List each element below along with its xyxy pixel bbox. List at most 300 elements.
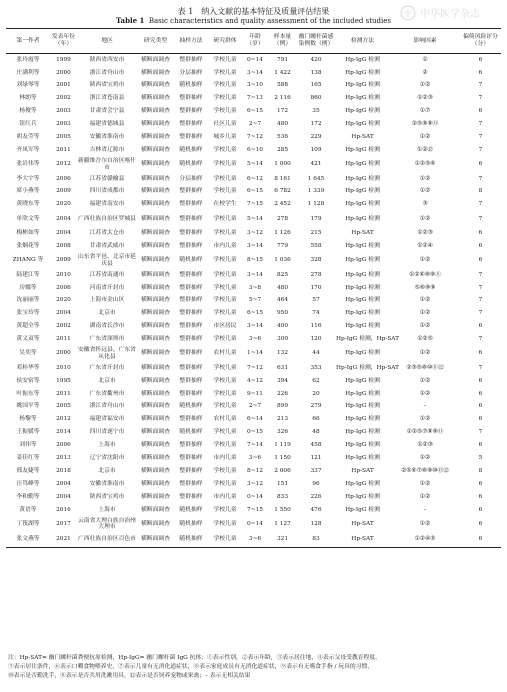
cell-year: 2020 bbox=[56, 297, 71, 304]
cell-sampling: 整群抽样 bbox=[179, 297, 203, 304]
cell-age: 2~7 bbox=[248, 403, 262, 410]
cell-year: 2011 bbox=[56, 390, 71, 397]
cell-factors: ①② bbox=[419, 297, 431, 304]
cell-bias-score: 6 bbox=[478, 416, 483, 423]
cell-age: 9~11 bbox=[247, 390, 263, 397]
table-row bbox=[6, 240, 501, 253]
cell-bias-score: 7 bbox=[478, 271, 483, 278]
cell-study-type: 横断面调查 bbox=[141, 82, 170, 89]
cell-population: 学校儿童 bbox=[213, 506, 237, 513]
cell-population: 市内儿童 bbox=[213, 493, 237, 500]
cell-infected: 1 645 bbox=[307, 175, 325, 182]
cell-infected: 279 bbox=[310, 403, 322, 410]
cell-study-type: 横断面调查 bbox=[141, 377, 170, 384]
cell-age: 0~14 bbox=[247, 493, 263, 500]
cell-sampling: 随机抽样 bbox=[179, 161, 203, 168]
cell-study-type: 横断面调查 bbox=[141, 442, 170, 449]
cell-age: 8~12 bbox=[247, 467, 263, 474]
cell-infected: 476 bbox=[310, 506, 322, 513]
cell-infected: 337 bbox=[310, 467, 322, 474]
cell-region: 福建省南安市 bbox=[89, 201, 125, 208]
cell-study-type: 横断面调查 bbox=[141, 146, 170, 153]
cell-study-type: 横断面调查 bbox=[141, 323, 170, 330]
cell-bias-score: 7 bbox=[478, 364, 483, 371]
table-row bbox=[6, 478, 501, 491]
cell-age: 7~14 bbox=[247, 442, 263, 449]
cell-bias-score: 6 bbox=[478, 242, 483, 249]
cell-bias-score: 6 bbox=[478, 493, 483, 500]
table-row bbox=[6, 320, 501, 333]
cell-author: 张炯花等 bbox=[16, 242, 40, 249]
cell-population: 学校儿童 bbox=[213, 467, 237, 474]
cell-method: Hp-IgG 检测 bbox=[345, 108, 380, 115]
cell-sample-size: 1 119 bbox=[274, 442, 291, 449]
cell-region: 河南省开封市 bbox=[89, 284, 125, 291]
table-row bbox=[6, 131, 501, 144]
header-region: 地区 bbox=[77, 29, 137, 54]
table-row bbox=[6, 253, 501, 269]
cell-study-type: 横断面调查 bbox=[141, 175, 170, 182]
cell-year: 2000 bbox=[56, 69, 71, 76]
table-row bbox=[6, 375, 501, 388]
cell-infected: 278 bbox=[310, 271, 322, 278]
cell-sample-size: 464 bbox=[276, 297, 289, 304]
cell-sample-size: 1 126 bbox=[274, 230, 291, 237]
cell-author: 杨俊等 bbox=[19, 108, 37, 115]
cell-population: 市内儿童 bbox=[213, 242, 237, 249]
cell-sample-size: 2 452 bbox=[274, 201, 291, 208]
cell-age: 3~6 bbox=[242, 532, 268, 548]
table-row bbox=[6, 227, 501, 240]
cell-study-type: 横断面调查 bbox=[141, 161, 170, 168]
table-row bbox=[6, 144, 501, 157]
table-row bbox=[6, 439, 501, 452]
cell-population: 学校儿童 bbox=[213, 82, 237, 89]
cell-infected: 66 bbox=[312, 416, 320, 423]
cell-infected: 328 bbox=[310, 257, 322, 264]
cell-factors: ①②③ bbox=[417, 442, 433, 449]
cell-bias-score: 6 bbox=[478, 506, 483, 513]
table-row bbox=[6, 307, 501, 320]
svg-text:中: 中 bbox=[404, 9, 412, 18]
cell-author: 叶振东等 bbox=[16, 390, 40, 397]
cell-year: 2016 bbox=[56, 506, 71, 513]
cell-population: 学校儿童 bbox=[213, 146, 237, 153]
cell-sample-size: 394 bbox=[276, 377, 289, 384]
cell-method: Hp-IgG 检测 bbox=[345, 215, 380, 222]
cell-region: 广东省衢州市 bbox=[89, 390, 125, 397]
cell-age: 3~8 bbox=[248, 284, 262, 291]
cell-bias-score: 8 bbox=[478, 467, 483, 474]
cell-sample-size: 172 bbox=[276, 108, 289, 115]
cell-bias-score: 6 bbox=[478, 257, 483, 264]
cell-infected: 1 339 bbox=[307, 188, 325, 195]
cell-infected: 172 bbox=[310, 121, 322, 128]
cell-method: Hp-IgG 检测 bbox=[345, 56, 380, 63]
table-row bbox=[6, 172, 501, 185]
cell-sampling: 随机抽样 bbox=[179, 429, 203, 436]
cell-factors: ①② bbox=[419, 377, 431, 384]
cell-factors: ①② bbox=[419, 82, 431, 89]
cell-bias-score: 7 bbox=[478, 121, 483, 128]
table-label: Table 1 bbox=[116, 16, 145, 25]
cell-sample-size: 480 bbox=[276, 284, 289, 291]
cell-study-type: 横断面调查 bbox=[141, 188, 170, 195]
cell-author: 汪笃峰等 bbox=[16, 480, 40, 487]
cell-population: 学校儿童 bbox=[208, 532, 242, 548]
cell-method: Hp-IgG 检测 bbox=[345, 310, 380, 317]
cell-bias-score: 6 bbox=[478, 108, 483, 115]
cell-author: 侯安宿等 bbox=[16, 377, 40, 384]
cell-sampling: 整群抽样 bbox=[179, 230, 203, 237]
header-year: 发表年份（年） bbox=[50, 29, 77, 54]
cell-bias-score: 7 bbox=[478, 146, 483, 153]
cell-region: 上海市 bbox=[98, 506, 116, 513]
cell-year: 2008 bbox=[56, 242, 71, 249]
cell-year: 2011 bbox=[56, 336, 71, 343]
cell-population: 农村儿童 bbox=[213, 416, 237, 423]
cell-bias-score: 7 bbox=[478, 82, 483, 89]
cell-infected: 179 bbox=[310, 215, 322, 222]
cell-age: 0~14 bbox=[247, 56, 263, 63]
cell-author: 齐凤军等 bbox=[16, 146, 40, 153]
cell-infected: 62 bbox=[312, 377, 320, 384]
cell-infected: 421 bbox=[310, 161, 322, 168]
cell-age: 7~12 bbox=[247, 364, 263, 371]
cell-bias-score: 6 bbox=[478, 161, 483, 168]
table-row bbox=[6, 281, 501, 294]
cell-region: 北京市 bbox=[98, 377, 116, 384]
cell-factors: ①② bbox=[419, 310, 431, 317]
cell-infected: 35 bbox=[312, 108, 320, 115]
cell-factors: ②⑤⑧⑨⑪ bbox=[411, 121, 439, 128]
cell-region: 江苏省太仓市 bbox=[89, 230, 125, 237]
cell-author: 杨黎等 bbox=[19, 416, 37, 423]
cell-method: Hp-IgG 检测 bbox=[345, 429, 380, 436]
cell-sampling: 整群抽样 bbox=[179, 133, 203, 140]
cell-factors: ①② bbox=[419, 215, 431, 222]
cell-sample-size: 1 150 bbox=[274, 454, 291, 461]
cell-age: 5~14 bbox=[247, 161, 263, 168]
cell-study-type: 横断面调查 bbox=[141, 230, 170, 237]
cell-bias-score: 6 bbox=[478, 230, 483, 237]
cell-author: 黄晓东等 bbox=[16, 201, 40, 208]
cell-sample-size: 1 036 bbox=[274, 257, 291, 264]
cell-factors: ①②④ bbox=[417, 242, 433, 249]
cell-factors: ①② bbox=[419, 257, 431, 264]
table-caption: Basic characteristics and quality assessment of the included studies bbox=[148, 17, 391, 25]
cell-age: 6~14 bbox=[247, 416, 263, 423]
cell-age: 3~10 bbox=[247, 82, 263, 89]
cell-method: Hp-IgG 检测 bbox=[345, 284, 380, 291]
cell-population: 学校儿童 bbox=[213, 364, 237, 371]
cell-sampling: 随机抽样 bbox=[179, 257, 203, 264]
cell-study-type: 横断面调查 bbox=[141, 271, 170, 278]
cell-population: 学校儿童 bbox=[213, 429, 237, 436]
cell-sample-size: 2 006 bbox=[274, 467, 291, 474]
cell-sampling: 整群抽样 bbox=[179, 95, 203, 102]
cell-region: 浙江省舟山市 bbox=[89, 403, 125, 410]
cell-sample-size: 1 000 bbox=[274, 161, 291, 168]
cell-sampling: 整群抽样 bbox=[179, 242, 203, 249]
watermark-text: 中华医学杂志 bbox=[420, 9, 480, 20]
cell-author: 刘伟等 bbox=[19, 442, 37, 449]
cell-year: 2006 bbox=[56, 442, 71, 449]
cell-age: 6~15 bbox=[247, 108, 263, 115]
cell-region: 江苏省南通市 bbox=[89, 271, 125, 278]
cell-infected: 120 bbox=[310, 336, 322, 343]
cell-author: 张岩伟等 bbox=[16, 161, 40, 168]
cell-year: 1999 bbox=[56, 56, 71, 63]
header-sampling: 抽样方法 bbox=[174, 29, 208, 54]
cell-bias-score: 7 bbox=[478, 175, 483, 182]
cell-population: 社区儿童 bbox=[213, 121, 237, 128]
cell-population: 学校儿童 bbox=[213, 520, 237, 527]
cell-factors: ①② bbox=[419, 416, 431, 423]
footnote-line-3: ⑩表示是否勤洗手，⑪表示是否共用洗漱用具，⑫表示是否饲养宠物或家禽；– 表示无相关结果 bbox=[8, 673, 251, 679]
cell-bias-score: 8 bbox=[478, 188, 483, 195]
table-footnote bbox=[8, 654, 500, 681]
cell-study-type: 横断面调查 bbox=[141, 350, 170, 357]
cell-age: 1~14 bbox=[247, 350, 263, 357]
cell-factors: ②⑤⑥⑦⑧⑨⑩⑪⑫ bbox=[401, 467, 449, 474]
cell-bias-score: 6 bbox=[478, 350, 483, 357]
cell-factors: ①②⑫ bbox=[416, 146, 434, 153]
cell-study-type: 横断面调查 bbox=[141, 390, 170, 397]
cell-year: 2014 bbox=[56, 429, 71, 436]
header-study-type: 研究类型 bbox=[137, 29, 174, 54]
table-row bbox=[6, 465, 501, 478]
cell-population: 市内儿童 bbox=[213, 454, 237, 461]
cell-author: 丁筏湖等 bbox=[16, 520, 40, 527]
cell-bias-score: 7 bbox=[478, 284, 483, 291]
cell-sampling: 整群抽样 bbox=[179, 284, 203, 291]
cell-year: 2003 bbox=[56, 121, 71, 128]
cell-factors: ①②③ bbox=[417, 95, 433, 102]
cell-study-type: 横断面调查 bbox=[141, 297, 170, 304]
footnote-line-2: ⑤表示居住条件，⑥表示口嚼食物喂养史，⑦表示儿童有无消化道症状，⑧表示家庭成员有无消化道症状，⑨表示有无嗜食手指 / 玩具的习惯， bbox=[8, 664, 374, 670]
cell-age: 2~7 bbox=[248, 121, 262, 128]
cell-method: Hp-SAT bbox=[351, 230, 374, 237]
cell-sample-size: 1 127 bbox=[274, 520, 291, 527]
cell-sampling: 随机抽样 bbox=[179, 520, 203, 527]
cell-study-type: 横断面调查 bbox=[141, 506, 170, 513]
cell-age: 6~10 bbox=[247, 146, 263, 153]
cell-population: 学校儿童 bbox=[213, 95, 237, 102]
cell-method: Hp-IgG 检测 bbox=[345, 493, 380, 500]
cell-age: 3~14 bbox=[247, 323, 263, 330]
cell-age: 7~12 bbox=[247, 133, 263, 140]
header-age: 年龄（岁） bbox=[242, 29, 268, 54]
cell-author: 王振媛等 bbox=[16, 429, 40, 436]
cell-age: 6~15 bbox=[247, 310, 263, 317]
cell-study-type: 横断面调查 bbox=[141, 493, 170, 500]
cell-sample-size: 278 bbox=[276, 215, 289, 222]
cell-author: 胡友莹等 bbox=[16, 133, 40, 140]
cell-factors: ①② bbox=[419, 133, 431, 140]
table-row bbox=[6, 400, 501, 413]
cell-year: 2004 bbox=[56, 215, 71, 222]
cell-sampling: 整群抽样 bbox=[179, 493, 203, 500]
cell-study-type: 横断面调查 bbox=[141, 416, 170, 423]
cell-age: 3~14 bbox=[247, 271, 263, 278]
cell-author: 黄义双等 bbox=[16, 336, 40, 343]
cell-author: 张玲霞等 bbox=[16, 56, 40, 63]
cell-author: 黄语等 bbox=[19, 506, 37, 513]
cell-age: 7~13 bbox=[247, 95, 263, 102]
cell-region: 湖南省长沙市 bbox=[89, 323, 125, 330]
cell-age: 3~6 bbox=[248, 336, 262, 343]
cell-factors: ②③⑤⑧⑩⑪⑫ bbox=[406, 364, 444, 371]
cell-population: 学校儿童 bbox=[213, 390, 237, 397]
cell-method: Hp-IgG 检测 bbox=[345, 69, 380, 76]
cell-infected: 226 bbox=[310, 493, 322, 500]
cell-author: 邢友婕等 bbox=[16, 467, 40, 474]
cell-sample-size: 6 782 bbox=[274, 188, 291, 195]
cell-author: 黄超全等 bbox=[16, 323, 40, 330]
cell-region: 陕西省宝鸡市 bbox=[89, 493, 125, 500]
table-row bbox=[6, 268, 501, 281]
cell-age: 6~15 bbox=[247, 188, 263, 195]
cell-region: 浙江省苍南县 bbox=[89, 95, 125, 102]
cell-factors: ①② bbox=[419, 493, 431, 500]
cell-method: Hp-IgG 检测 bbox=[345, 121, 380, 128]
cell-sample-size: 588 bbox=[276, 82, 289, 89]
cell-bias-score: 6 bbox=[478, 323, 483, 330]
cell-bias-score: 6 bbox=[478, 69, 483, 76]
cell-year: 1995 bbox=[56, 377, 71, 384]
cell-year: 2006 bbox=[56, 284, 71, 291]
cell-infected: 44 bbox=[312, 350, 320, 357]
cell-bias-score: 6 bbox=[478, 520, 483, 527]
cell-infected: 1 128 bbox=[307, 201, 325, 208]
cell-age: 5~7 bbox=[248, 297, 262, 304]
cell-infected: 48 bbox=[312, 429, 320, 436]
cell-sample-size: 132 bbox=[276, 350, 289, 357]
cell-study-type: 横断面调查 bbox=[141, 429, 170, 436]
cell-sampling: 整群抽样 bbox=[179, 336, 203, 343]
cell-method: Hp-IgG 检测 bbox=[345, 377, 380, 384]
cell-bias-score: 6 bbox=[478, 480, 483, 487]
cell-year: 2000 bbox=[56, 350, 71, 357]
cell-infected: 215 bbox=[310, 230, 322, 237]
cell-region: 四川省遂宁市 bbox=[89, 429, 125, 436]
cell-sampling: 整群抽样 bbox=[179, 310, 203, 317]
cell-sample-size: 833 bbox=[276, 493, 289, 500]
cell-study-type: 横断面调查 bbox=[141, 215, 170, 222]
table-row bbox=[6, 185, 501, 198]
cell-population: 学校儿童 bbox=[213, 56, 237, 63]
cell-bias-score: 7 bbox=[478, 310, 483, 317]
header-factors: 影响因素 bbox=[390, 29, 460, 54]
cell-region: 上海市 bbox=[98, 442, 116, 449]
cell-region: 陕西省宝鸡市 bbox=[89, 82, 125, 89]
cell-bias-score: 7 bbox=[478, 95, 483, 102]
cell-factors: ①② bbox=[419, 454, 431, 461]
cell-region: 广西壮族自治区百色市 bbox=[77, 532, 137, 548]
cell-bias-score: 7 bbox=[478, 336, 483, 343]
cell-region: 安徽省淮南市 bbox=[89, 133, 125, 140]
cell-method: Hp-IgG 检测 bbox=[345, 161, 380, 168]
cell-author: 刘绿琴等 bbox=[16, 82, 40, 89]
table-row bbox=[6, 66, 501, 79]
cell-sampling: 整群抽样 bbox=[179, 108, 203, 115]
cell-year: 2002 bbox=[56, 95, 71, 102]
cell-bias-score: 6 bbox=[478, 377, 483, 384]
cell-factors: ①②⑤ bbox=[417, 336, 433, 343]
cell-author: 李大宇等 bbox=[16, 175, 40, 182]
cell-region: 福建省德城县 bbox=[89, 121, 125, 128]
cell-age: 3~14 bbox=[247, 242, 263, 249]
cell-year: 2006 bbox=[56, 175, 71, 182]
cell-bias-score: 7 bbox=[478, 297, 483, 304]
cell-population: 学校儿童 bbox=[213, 108, 237, 115]
cell-factors: ①②④⑤ bbox=[390, 532, 460, 548]
cell-population: 学校儿童 bbox=[213, 310, 237, 317]
cell-method: Hp-IgG 检测 bbox=[345, 416, 380, 423]
cell-year: 2010 bbox=[56, 271, 71, 278]
cell-sample-size: 536 bbox=[276, 133, 289, 140]
cell-method: Hp-IgG 检测 bbox=[345, 323, 380, 330]
cell-method: Hp-IgG 检测，Hp-SAT bbox=[336, 364, 400, 371]
cell-age: 3~12 bbox=[247, 480, 263, 487]
cell-sampling: 整群抽样 bbox=[179, 323, 203, 330]
cell-region: 浙江省舟山市 bbox=[89, 69, 125, 76]
cell-sampling: 整群抽样 bbox=[179, 390, 203, 397]
cell-year: 2020 bbox=[56, 201, 71, 208]
table-row bbox=[6, 118, 501, 131]
table-row bbox=[6, 387, 501, 400]
cell-sampling: 整群抽样 bbox=[179, 467, 203, 474]
cell-year: 2002 bbox=[56, 323, 71, 330]
cell-region: 北京市 bbox=[98, 467, 116, 474]
cell-sampling: 整群抽样 bbox=[179, 454, 203, 461]
cell-author: 吴奕等 bbox=[19, 350, 37, 357]
cell-study-type: 横断面调查 bbox=[141, 364, 170, 371]
cell-method: Hp-IgG 检测 bbox=[345, 242, 380, 249]
cell-method: Hp-SAT bbox=[335, 532, 390, 548]
cell-author: 钮红兵 bbox=[19, 121, 37, 128]
cell-age: 5~14 bbox=[247, 215, 263, 222]
cell-region: 四川省成都市 bbox=[89, 188, 125, 195]
cell-region: 新疆维吾尔自治区喀什市 bbox=[78, 157, 136, 171]
cell-factors: ①② bbox=[419, 480, 431, 487]
cell-author: 席小燕等 bbox=[16, 188, 40, 195]
cell-study-type: 横断面调查 bbox=[141, 520, 170, 527]
cell-age: 8~15 bbox=[247, 257, 263, 264]
cell-population: 农村儿童 bbox=[213, 350, 237, 357]
cell-sample-size: 899 bbox=[276, 403, 289, 410]
cell-population: 学校儿童 bbox=[213, 175, 237, 182]
cell-method: Hp-IgG 检测 bbox=[345, 175, 380, 182]
cell-year: 2001 bbox=[56, 82, 71, 89]
cell-population: 学校儿童 bbox=[213, 271, 237, 278]
cell-population: 学校儿童 bbox=[213, 297, 237, 304]
header-sample-size: 样本量（例） bbox=[268, 29, 297, 54]
cell-sample-size: 321 bbox=[268, 532, 297, 548]
cell-infected: 74 bbox=[312, 310, 320, 317]
cell-bias-score: 6 bbox=[478, 390, 483, 397]
cell-author: 姜佳红等 bbox=[16, 454, 40, 461]
cell-year: 2012 bbox=[56, 161, 71, 168]
cell-year: 2004 bbox=[56, 230, 71, 237]
cell-sampling: 分层抽样 bbox=[179, 69, 203, 76]
cell-method: Hp-IgG 检测 bbox=[345, 146, 380, 153]
cell-sampling: 随机抽样 bbox=[174, 532, 208, 548]
cell-author: 邓桂华等 bbox=[16, 364, 40, 371]
cell-method: Hp-IgG 检测，Hp-SAT bbox=[336, 336, 400, 343]
cell-sample-size: 1 550 bbox=[274, 506, 291, 513]
